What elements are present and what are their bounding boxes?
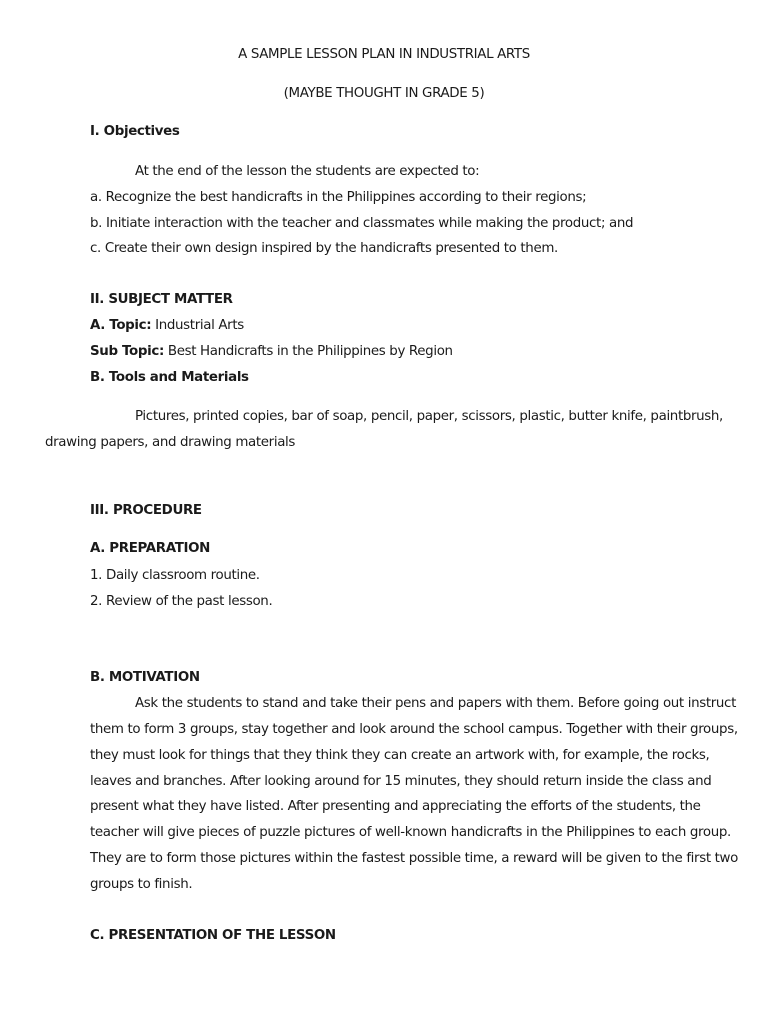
subtopic-value: Best Handicrafts in the Philippines by Region (167, 344, 453, 359)
motivation-heading: B. MOTIVATION (90, 670, 200, 685)
motivation-line: them to form 3 groups, stay together and look around the school campus. Together with their groups, (90, 722, 738, 737)
objectives-intro: At the end of the lesson the students are expected to: (135, 164, 480, 179)
subject-matter-heading: II. SUBJECT MATTER (90, 292, 233, 307)
tools-line: drawing papers, and drawing materials (45, 435, 296, 450)
presentation-heading: C. PRESENTATION OF THE LESSON (90, 928, 336, 943)
tools-heading: B. Tools and Materials (90, 370, 249, 385)
topic-value: Industrial Arts (155, 318, 244, 333)
motivation-line: they must look for things that they think they can create an artwork with, for example, the rocks, (90, 748, 710, 763)
topic-line (90, 317, 244, 335)
preparation-item: 2. Review of the past lesson. (90, 594, 273, 609)
objective-item: b. Initiate interaction with the teacher and classmates while making the product; and (90, 216, 634, 231)
subtopic-label: Sub Topic: (90, 344, 164, 359)
objective-item: c. Create their own design inspired by the handicrafts presented to them. (90, 241, 558, 256)
document-title: A SAMPLE LESSON PLAN IN INDUSTRIAL ARTS (238, 47, 530, 62)
tools-line: Pictures, printed copies, bar of soap, pencil, paper, scissors, plastic, butter knife, paintbrush, (135, 409, 723, 424)
subtopic-line (90, 343, 453, 361)
objective-item: a. Recognize the best handicrafts in the Philippines according to their regions; (90, 190, 587, 205)
motivation-line: teacher will give pieces of puzzle pictures of well-known handicrafts in the Philippines to each group. (90, 825, 731, 840)
motivation-line: leaves and branches. After looking around for 15 minutes, they should return inside the class and (90, 774, 712, 789)
topic-label: A. Topic: (90, 318, 152, 333)
procedure-heading: III. PROCEDURE (90, 503, 202, 518)
preparation-item: 1. Daily classroom routine. (90, 568, 260, 583)
objectives-heading: I. Objectives (90, 124, 180, 139)
preparation-heading: A. PREPARATION (90, 541, 211, 556)
motivation-line: present what they have listed. After presenting and appreciating the efforts of the students, the (90, 799, 701, 814)
document-subtitle: (MAYBE THOUGHT IN GRADE 5) (283, 86, 485, 101)
motivation-line: Ask the students to stand and take their pens and papers with them. Before going out instruct (135, 696, 736, 711)
motivation-line: groups to finish. (90, 877, 193, 892)
motivation-line: They are to form those pictures within the fastest possible time, a reward will be given to the first two (90, 851, 738, 866)
